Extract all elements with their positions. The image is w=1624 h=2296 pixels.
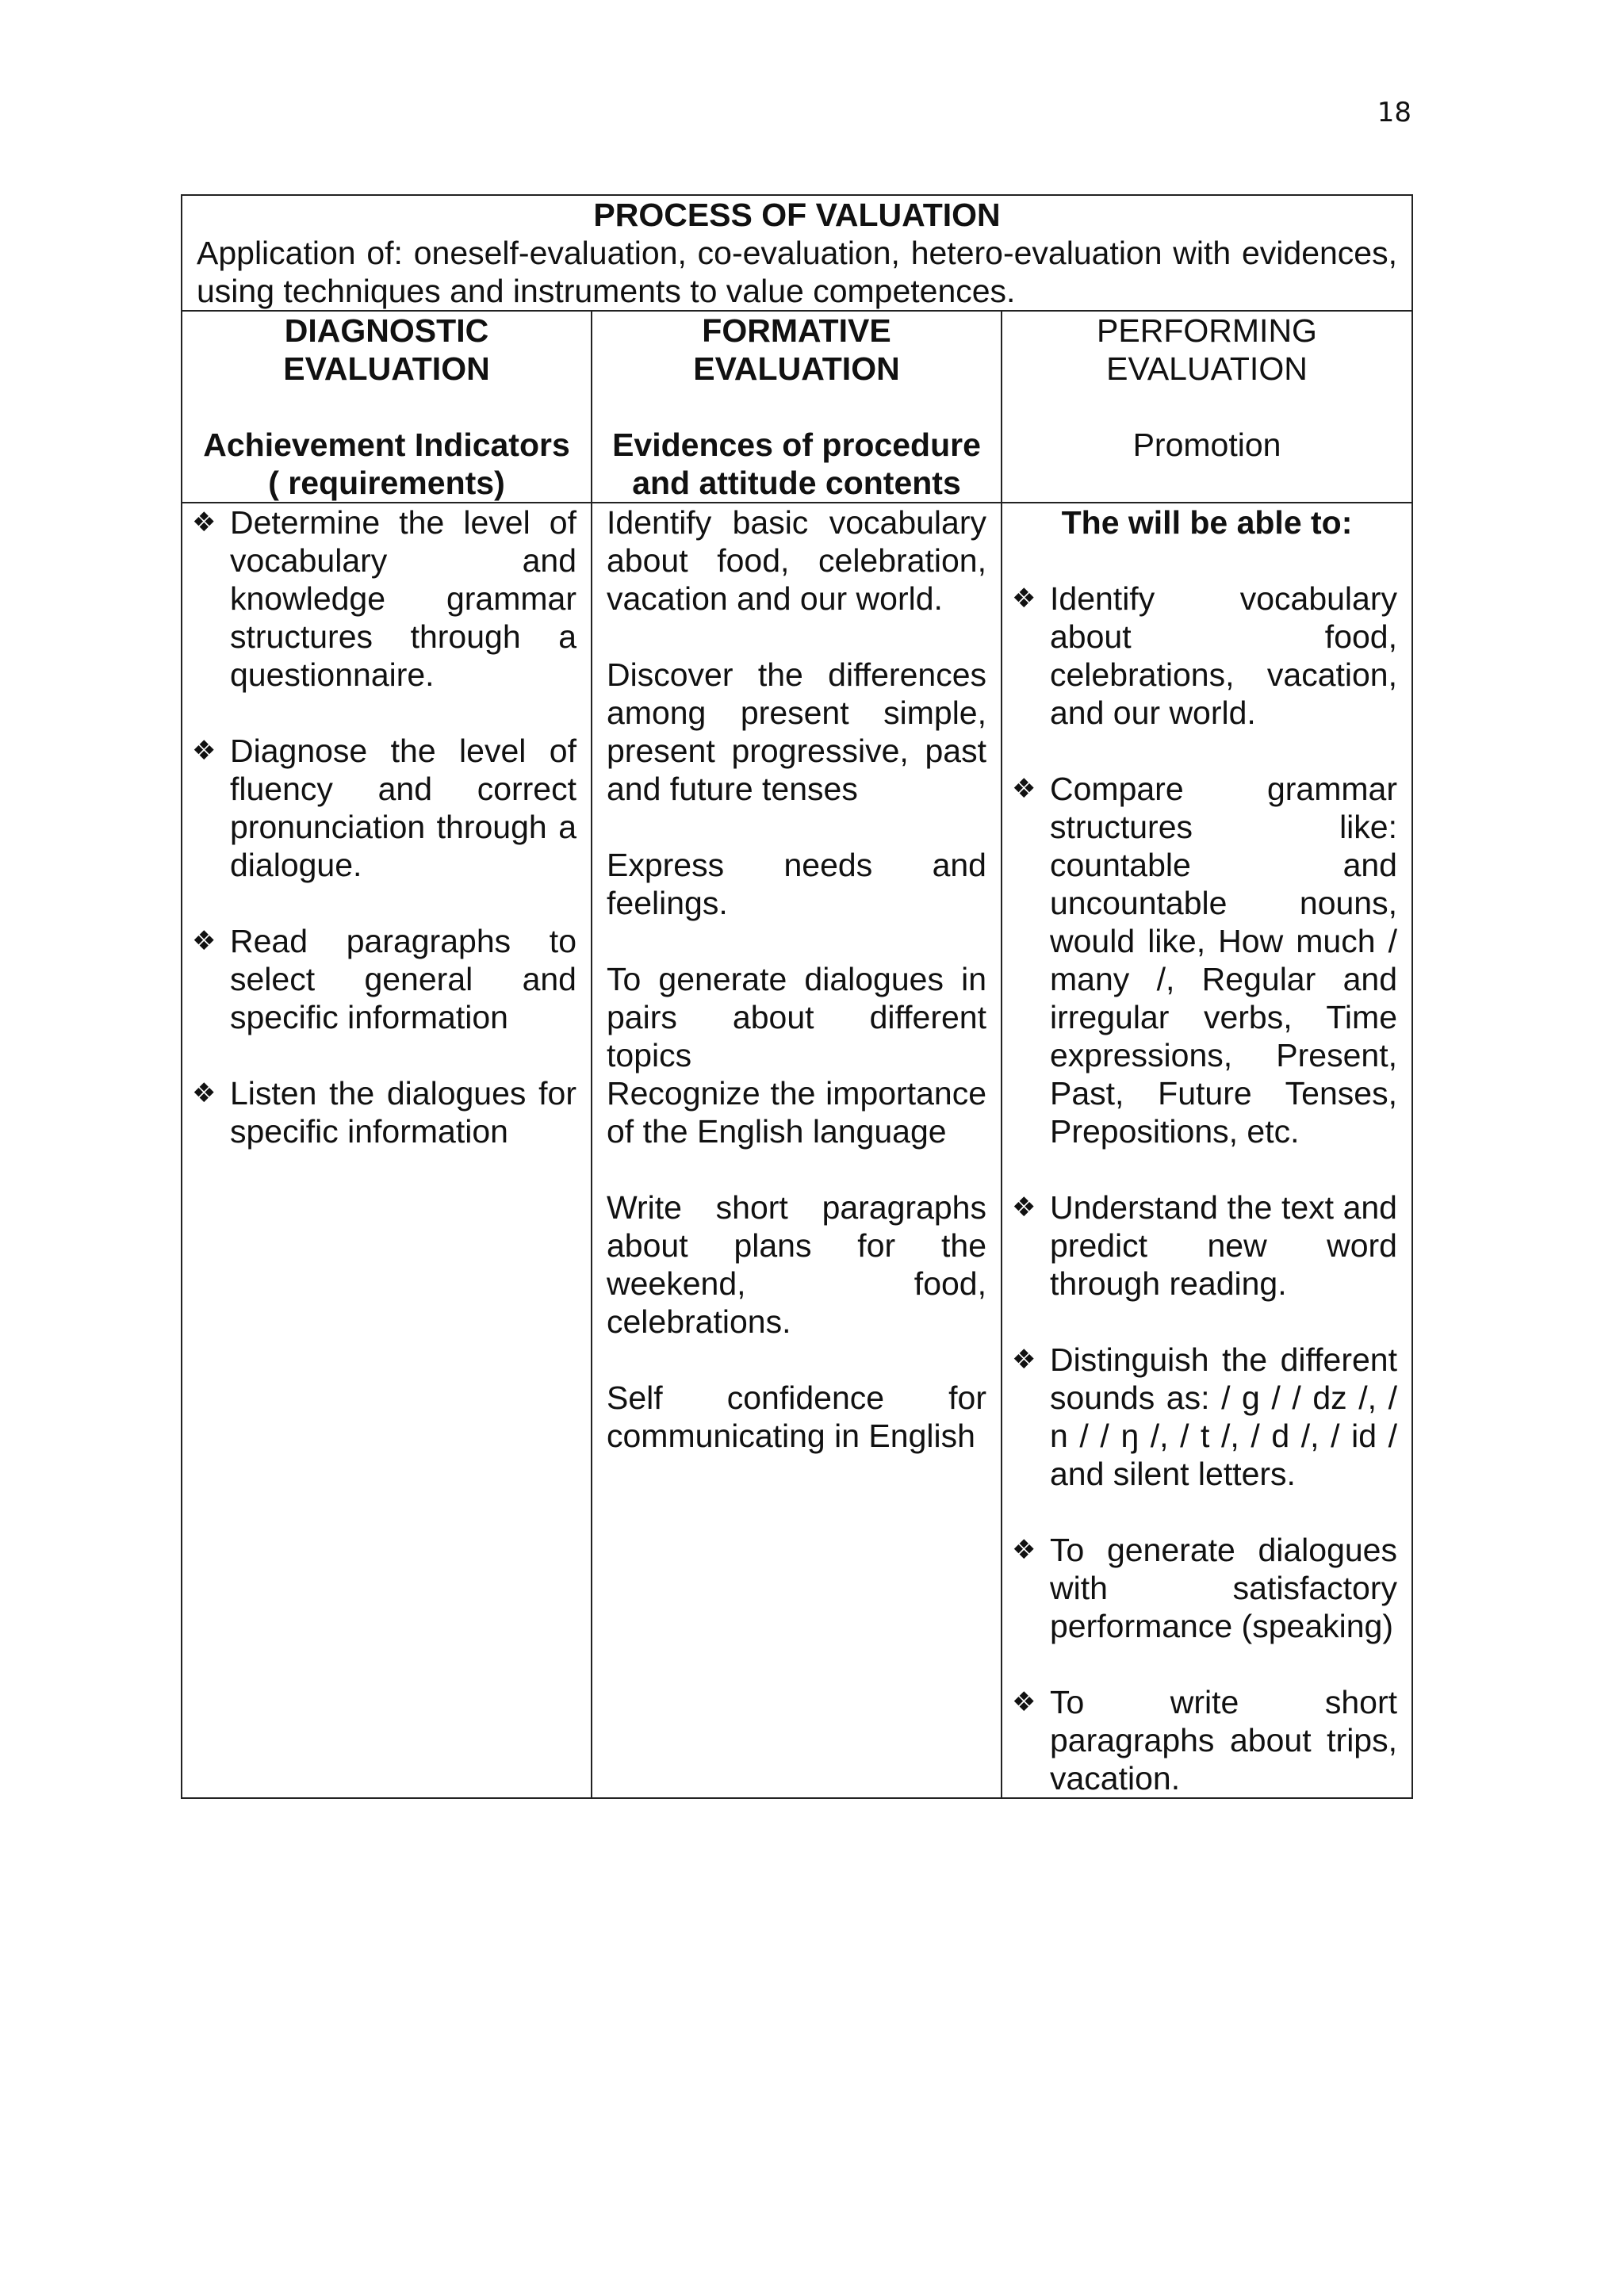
formative-heading: FORMATIVE EVALUATION (693, 312, 900, 387)
list-item (192, 732, 576, 884)
valuation-table (181, 194, 1413, 1799)
diamond-bullet-icon: ❖ (192, 1077, 216, 1109)
formative-item: Recognize the importance of the English language (607, 1075, 986, 1150)
list-item (1012, 580, 1397, 732)
list-item (192, 1074, 576, 1150)
performing-list (1012, 580, 1397, 1797)
diamond-bullet-icon: ❖ (1012, 1192, 1036, 1223)
performing-subheading: Promotion (1132, 427, 1281, 463)
list-item (192, 922, 576, 1036)
performing-intro: The will be able to: (1061, 504, 1353, 541)
performing-item: Identify vocabulary about food, celebrations, vacation, and our world. (1050, 580, 1397, 731)
diagnostic-list (192, 503, 576, 1150)
diamond-bullet-icon: ❖ (1012, 583, 1036, 614)
list-item (1012, 770, 1397, 1150)
formative-item: Discover the differences among present simple, present progressive, past and future tenses (607, 656, 986, 807)
formative-cell (592, 503, 1002, 1798)
diagnostic-item: Determine the level of vocabulary and knowledge grammar structures through a questionnaire. (230, 504, 576, 693)
diamond-bullet-icon: ❖ (192, 507, 216, 538)
diagnostic-cell (182, 503, 592, 1798)
diagnostic-heading: DIAGNOSTIC EVALUATION (283, 312, 490, 387)
performing-item: Distinguish the different sounds as: / g / / dz /, / n / / ŋ /, / t /, / d /, / id / and silent letters. (1050, 1341, 1397, 1492)
formative-subheading: Evidences of procedure and attitude contents (612, 427, 981, 501)
performing-item: To generate dialogues with satisfactory performance (speaking) (1050, 1532, 1397, 1644)
formative-item: Express needs and feelings. (607, 847, 986, 921)
diagnostic-item: Read paragraphs to select general and specific information (230, 923, 576, 1035)
diamond-bullet-icon: ❖ (1012, 1534, 1036, 1566)
application-text: Application of: oneself-evaluation, co-evaluation, hetero-evaluation with evidences, using techniques and instruments to value competences. (197, 235, 1397, 309)
diamond-bullet-icon: ❖ (1012, 1344, 1036, 1376)
diagnostic-header (182, 311, 592, 503)
diamond-bullet-icon: ❖ (192, 925, 216, 957)
table-title: PROCESS OF VALUATION (593, 197, 1001, 233)
diagnostic-item: Listen the dialogues for specific information (230, 1075, 576, 1150)
title-row (182, 195, 1412, 311)
list-item (1012, 1531, 1397, 1645)
formative-item: To generate dialogues in pairs about different topics (607, 961, 986, 1073)
diagnostic-subheading: Achievement Indicators ( requirements) (203, 427, 570, 501)
performing-item: To write short paragraphs about trips, vacation. (1050, 1684, 1397, 1797)
title-cell (182, 195, 1412, 311)
page-number: 18 (1377, 97, 1411, 128)
list-item (192, 503, 576, 694)
performing-heading: PERFORMING EVALUATION (1097, 312, 1317, 387)
formative-item: Write short paragraphs about plans for the weekend, food, celebrations. (607, 1189, 986, 1340)
list-item (1012, 1188, 1397, 1303)
diagnostic-item: Diagnose the level of fluency and correct pronunciation through a dialogue. (230, 733, 576, 883)
diamond-bullet-icon: ❖ (1012, 1686, 1036, 1718)
content-row (182, 503, 1412, 1798)
formative-header (592, 311, 1002, 503)
performing-item: Compare grammar structures like: countable and uncountable nouns, would like, How much / many /, Regular and irregular verbs, Time expressions, Present, Past, Future Tenses, Prepositions, etc. (1050, 771, 1397, 1150)
formative-item: Identify basic vocabulary about food, celebration, vacation and our world. (607, 504, 986, 617)
performing-header (1002, 311, 1412, 503)
formative-item: Self confidence for communicating in English (607, 1380, 986, 1454)
diamond-bullet-icon: ❖ (1012, 773, 1036, 805)
list-item (1012, 1683, 1397, 1797)
diamond-bullet-icon: ❖ (192, 735, 216, 767)
performing-cell (1002, 503, 1412, 1798)
list-item (1012, 1341, 1397, 1493)
header-row (182, 311, 1412, 503)
performing-item: Understand the text and predict new word through reading. (1050, 1189, 1397, 1302)
